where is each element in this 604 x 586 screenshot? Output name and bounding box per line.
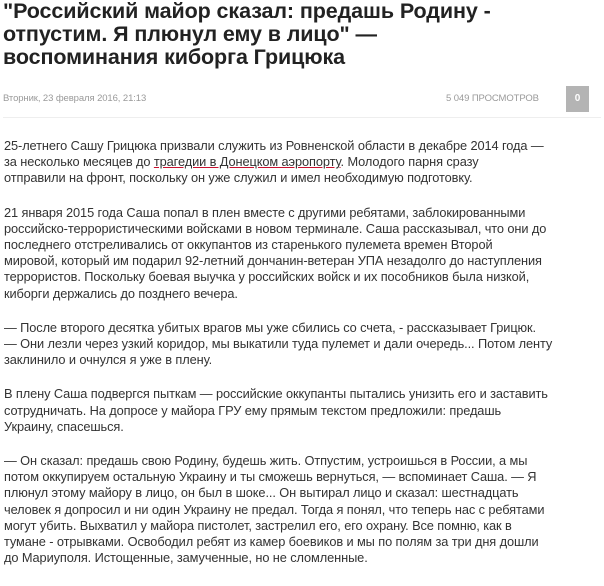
title-line: "Российский майор сказал: предашь Родину - [3, 0, 491, 23]
article-paragraph [4, 205, 600, 302]
line-text: за несколько месяцев до [4, 154, 154, 170]
paragraph-line: 25-летнего Сашу Грицюка призвали служить из Ровненской области в декабре 2014 года — [4, 138, 544, 153]
paragraph-line: человек я допросил и ни один Украину не предал. Тогда я понял, что теперь нас с ребятами [4, 501, 545, 517]
views-count: 5 049 ПРОСМОТРОВ [446, 93, 539, 104]
paragraph-line: могут убить. Выхватил у майора пистолет, застрелил его, его охрану. Все помню, как в [4, 517, 512, 533]
article-body [4, 138, 600, 584]
article-paragraph [4, 138, 600, 187]
paragraph-line: тумане - отрывками. Освободил ребят из камер боевиков и мы по полям за три дня дошли [4, 534, 539, 550]
airport-tragedy-link[interactable]: трагедии в Донецком аэропорту [153, 154, 341, 170]
title-line: отпустим. Я плюнул ему в лицо" — [3, 22, 377, 46]
paragraph-line: плюнул этому майору в лицо, он был в шоке... Он вытирал лицо и сказал: шестнадцать [4, 485, 519, 501]
article-meta [3, 86, 601, 112]
title-line: воспоминания киборга Грицюка [3, 45, 345, 69]
paragraph-line: В плену Саша подвергся пыткам — российские оккупанты пытались унизить его и заставить [4, 386, 548, 402]
paragraph-line: мировой, который им подарил 92-летний дончанин-ветеран УПА незадолго до наступления [4, 253, 542, 269]
paragraph-line: до Мариуполя. Истощенные, замученные, но не сломленные. [4, 550, 368, 566]
paragraph-line: российско-террористическими войсками в новом терминале. Саша рассказывал, что они до [4, 220, 547, 236]
paragraph-line: — Он сказал: предашь свою Родину, будешь жить. Отпустим, устроишься в России, а мы [4, 453, 528, 469]
paragraph-line: сотрудничать. На допросе у майора ГРУ ему прямым текстом предложили: предашь [4, 402, 502, 418]
paragraph-line: — Они лезли через узкий коридор, мы выкатили туда пулемет и дали очередь... Потом ленту [4, 336, 553, 352]
article-paragraph [4, 386, 600, 435]
paragraph-line: террористов. Поскольку боевая выучка у российских войск и их пособников была низкой, [4, 269, 530, 285]
paragraph-line: киборги держались до позднего вечера. [4, 285, 238, 301]
paragraph-line: — После второго десятка убитых врагов мы уже сбились со счета, - рассказывает Грицюк. [4, 319, 537, 335]
paragraph-line: отправили на фронт, поскольку он уже служил и имел необходимую подготовку. [4, 170, 473, 186]
paragraph-line: последнего отстреливались от оккупантов из старенького пулемета времен Второй [4, 237, 493, 253]
comments-count-button[interactable]: 0 [566, 86, 589, 112]
paragraph-line: заклинило и очнулся я уже в плену. [4, 352, 213, 368]
publish-date: Вторник, 23 февраля 2016, 21:13 [3, 93, 147, 104]
article-title [3, 0, 601, 69]
paragraph-line: 21 января 2015 года Саша попал в плен вместе с другими ребятами, заблокированными [4, 204, 526, 220]
meta-divider [3, 117, 601, 118]
paragraph-line: потом оккупируем остальную Украину и ты сможешь вернуться, — вспоминает Саша. — Я [4, 469, 537, 485]
article-paragraph [4, 453, 600, 566]
paragraph-line [4, 154, 600, 170]
article-paragraph [4, 320, 600, 369]
line-text: . Молодого парня сразу [340, 154, 479, 170]
paragraph-line: Украину, спасешься. [4, 418, 124, 434]
